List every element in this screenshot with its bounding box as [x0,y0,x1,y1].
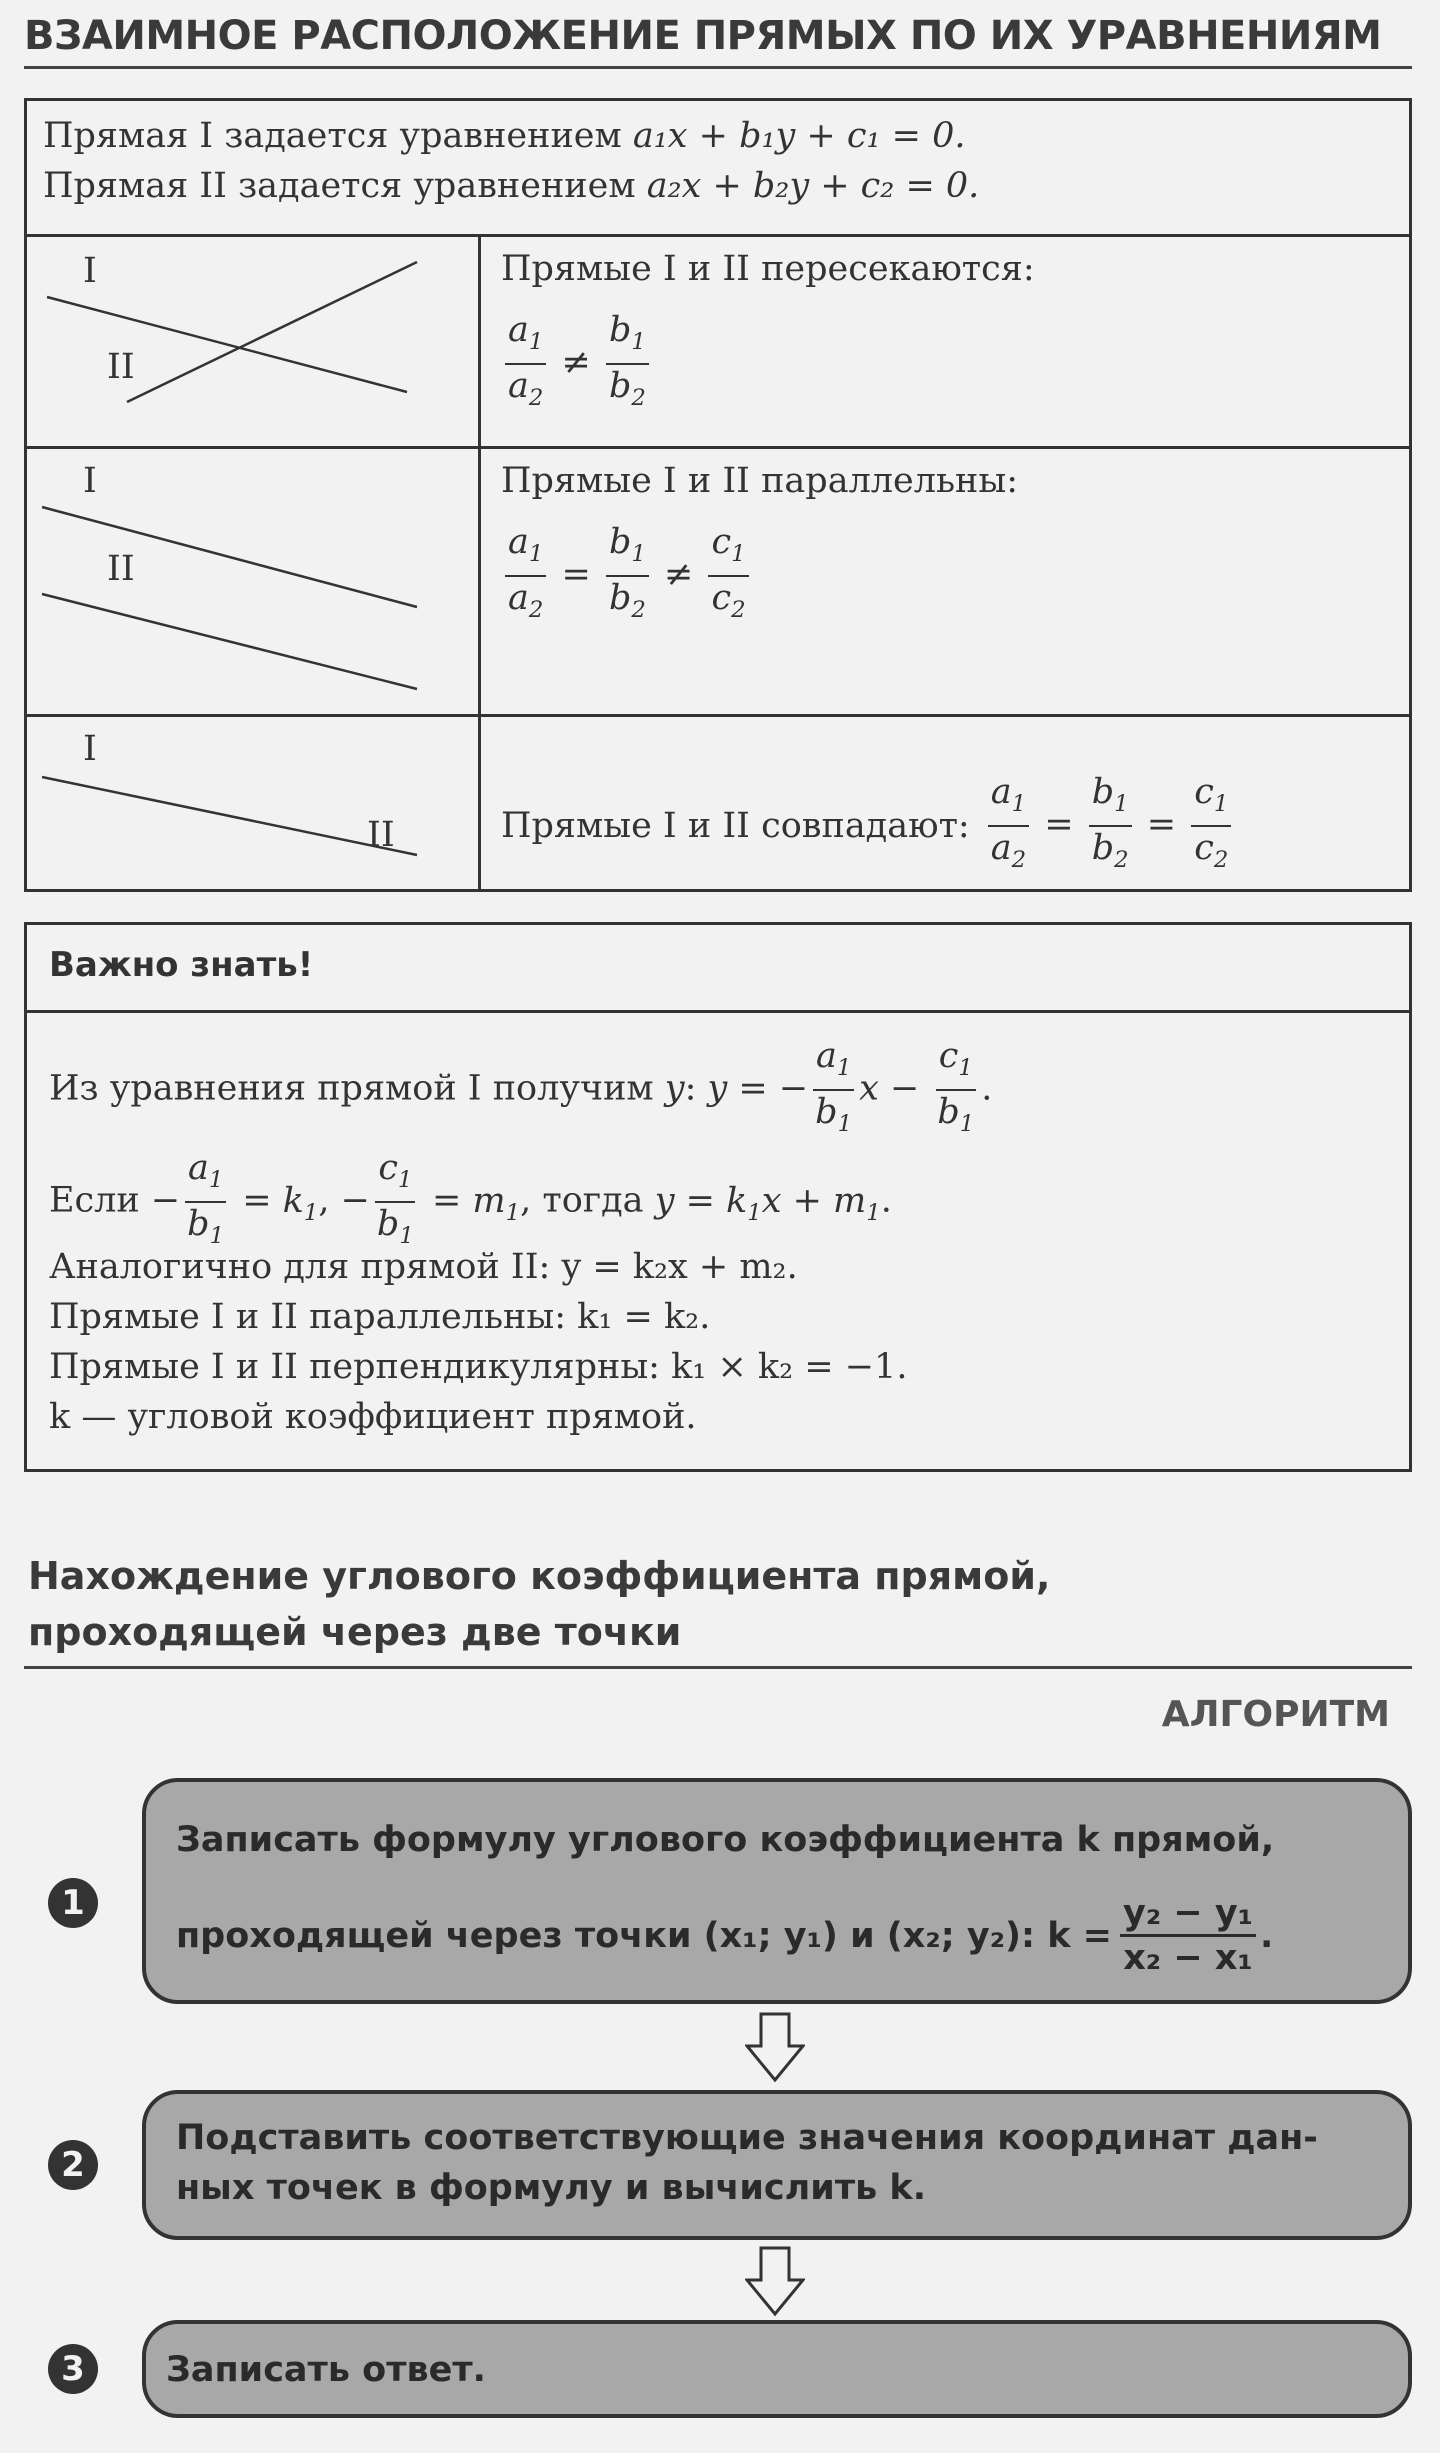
line-II-label: II [107,549,135,589]
important-line-3: Аналогично для прямой II: y = k₂x + m₂. [49,1247,798,1287]
important-title: Важно знать! [49,945,314,985]
row-parallel-text: Прямые I и II параллельны: [501,461,1019,501]
relation-equal: = [561,554,591,595]
important-line-5: Прямые I и II перпендикулярны: k₁ × k₂ = −1. [49,1347,908,1387]
down-arrow-icon [745,2012,805,2084]
important-header [27,925,1409,1013]
relation-not-equal: ≠ [561,342,591,383]
line-I-label: I [83,729,97,769]
fraction-b1-b2: $\frac{b_1}{b_2}$ [1089,771,1132,881]
line-II-label: II [367,815,395,855]
step-2-line-2: ных точек в формулу и вычислить k. [176,2168,926,2208]
step-1-line-2: проходящей через точки (x₁; y₁) и (x₂; y₂): k = $\frac{\text{y₂ − y₁}}{\text{x₂ − x₁}}$ . [176,1893,1274,1978]
step-2-number: 2 [48,2140,98,2190]
row-intersect-text: Прямые I и II пересекаются: [501,249,1035,289]
line2-text: Если [49,1180,140,1221]
header-equation-2: a₂x + b₂y + c₂ = 0. [646,166,980,206]
fraction-a1-a2: $\frac{a_1}{a_2}$ [505,521,546,631]
fraction-a1-b1: $\frac{a_1}{b_1}$ [812,1035,855,1145]
table-row-coincide [27,714,1409,889]
important-line-4: Прямые I и II параллельны: k₁ = k₂. [49,1297,711,1337]
step-3-number: 3 [48,2344,98,2394]
step-1-formula [1120,1892,1256,1979]
relation-not-equal: ≠ [664,554,694,595]
intersect-condition [501,309,653,419]
column-divider [478,717,481,889]
table-header [43,111,979,211]
header-line-2 [43,161,979,211]
line-I-label: I [83,251,97,291]
section-title [28,1548,1328,1660]
fraction-b1-b2: $\frac{b_1}{b_2}$ [606,309,649,419]
important-line-6: k — угловой коэффициент прямой. [49,1397,697,1437]
section-underline [24,1666,1412,1669]
step-2-box [142,2090,1412,2240]
table-row-parallel [27,446,1409,714]
step-1-line-1: Записать формулу углового коэффициента k прямой, [176,1820,1275,1860]
important-box [24,922,1412,1472]
line-II-label: II [107,347,135,387]
step-1-number: 1 [48,1878,98,1928]
section-title-line-2: проходящей через две точки [28,1610,682,1654]
formula-numerator: y₂ − y₁ [1120,1892,1256,1937]
fraction-c1-c2: $\frac{c_1}{c_2}$ [708,521,748,631]
relation-equal: = [1044,804,1074,845]
header-equation-1: a₁x + b₁y + c₁ = 0. [632,116,966,156]
header-line-1 [43,111,979,161]
step-2-line-1: Подставить соответствующие значения координат дан- [176,2118,1318,2158]
section-title-line-1: Нахождение углового коэффициента прямой, [28,1554,1051,1598]
line2-then: тогда [542,1180,644,1221]
relations-table [24,98,1412,892]
important-line-1: Из уравнения прямой I получим y: y = − $\frac{a_1}{b_1}$ x − $\frac{c_1}{b_1}$ . [49,1035,992,1145]
down-arrow-icon [745,2246,805,2318]
step-1-box [142,1778,1412,2004]
coincide-condition [984,771,1236,881]
step-1-line-2-text: проходящей через точки (x₁; y₁) и (x₂; y₂): k = [176,1915,1112,1956]
table-row-intersect [27,234,1409,446]
step-3-line-1: Записать ответ. [166,2350,486,2390]
header-line-1-text: Прямая I задается уравнением [43,116,622,156]
algorithm-label: АЛГОРИТМ [1161,1694,1390,1735]
line1-text: Из уравнения прямой I получим [49,1068,654,1109]
fraction-c1-c2: $\frac{c_1}{c_2}$ [1191,771,1231,881]
fraction-a1-a2: $\frac{a_1}{a_2}$ [505,309,546,419]
step-3-box [142,2320,1412,2418]
coincide-row-content [501,771,1235,881]
fraction-b1-b2: $\frac{b_1}{b_2}$ [606,521,649,631]
important-line-2: Если − $\frac{a_1}{b_1}$ = $k_1$, − $\frac{c_1}{b_1}$ = $m_1$, тогда $y = k_1x + m_1$. [49,1147,892,1257]
fraction-a1-a2: $\frac{a_1}{a_2}$ [988,771,1029,881]
row-coincide-text: Прямые I и II совпадают: [501,806,970,846]
header-line-2-text: Прямая II задается уравнением [43,166,636,206]
line-I-label: I [83,461,97,501]
column-divider [478,237,481,446]
fraction-c1-b1: $\frac{c_1}{b_1}$ [376,1148,414,1249]
parallel-condition [501,521,753,631]
relation-equal: = [1146,804,1177,845]
fraction-c1-b1: $\frac{c_1}{b_1}$ [937,1036,975,1137]
fraction-a1-b1: $\frac{a_1}{b_1}$ [184,1147,227,1257]
page-title: ВЗАИМНОЕ РАСПОЛОЖЕНИЕ ПРЯМЫХ ПО ИХ УРАВНЕНИЯМ [24,13,1382,59]
formula-denominator: x₂ − x₁ [1123,1938,1253,1978]
column-divider [478,449,481,714]
title-underline [24,66,1412,69]
